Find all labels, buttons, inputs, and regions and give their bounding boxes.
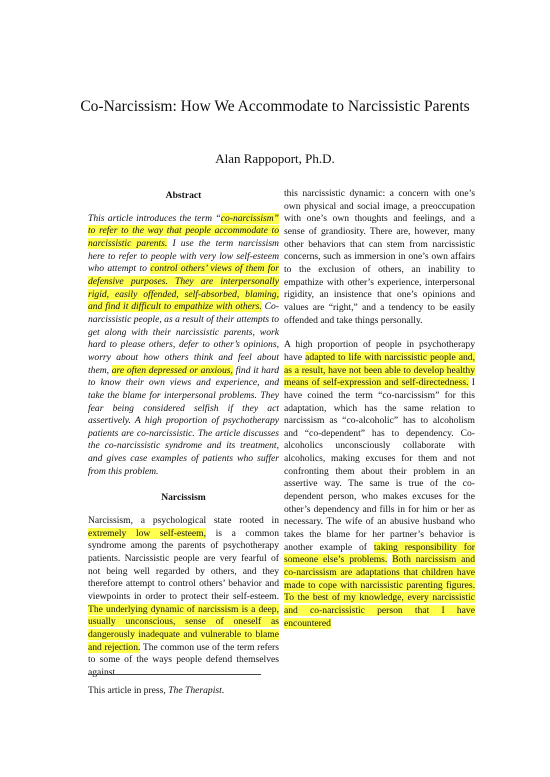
highlight: The underlying dynamic of narcissism is a deep, usually unconscious, sense of oneself as dangerously inadequate and vulnerable to blame and rejection. — [88, 603, 279, 653]
highlight: adapted to life with narcissistic people and, as a result, have not been able to develop healthy means of self-expression and self-directedness. — [284, 351, 475, 389]
conarcissism-paragraph — [284, 339, 475, 630]
author-name: Alan Rappoport, Ph.D. — [215, 151, 335, 166]
footnote-text: . — [221, 685, 225, 696]
highlight: To the best of my knowledge, every narcissistic and co-narcissistic person that I have encountered — [284, 592, 475, 629]
body-text-run: this narcissistic dynamic: a concern with one’s own physical and social image, a preoccupation with one’s own thoughts and feelings, and a sense of grandiosity. There are, however, many other behaviors that can stem from narcissistic concerns, such as immersion in one’s own affairs to the exclusion of others, an inability to empathize with other’s experience, interpersonal rigidity, an insistence that one’s opinions and values are “right,” and a tendency to be easily offended and take things personally. — [284, 188, 475, 326]
highlight: taking responsibility for someone else’s problems. — [284, 541, 475, 566]
narcissism-paragraph — [284, 188, 475, 327]
body-text-run: Narcissism, a psychological state rooted in — [88, 515, 279, 527]
abstract-text-run: find it hard to know their own views and experience, and take the blame for interpersonal problems. They fear being considered selfish if they act assertively. A high proportion of psychotherapy patients are co-narcissistic. The article discusses the co-narcissistic syndrome and its treatment, and gives case examples of patients who suffer from this problem. — [88, 364, 279, 477]
narcissism-paragraph — [88, 515, 279, 680]
journal-name: The Therapist — [168, 685, 222, 696]
abstract-text-run: I use the term narcissism here to refer to people with very low self-esteem who attempt to — [88, 237, 279, 275]
right-column — [284, 188, 475, 630]
highlight: Both narcissism and co-narcissism are adaptations that children have made to cope with narcissistic parenting figures. — [284, 554, 475, 591]
footnote-text: This article in press, — [88, 685, 169, 696]
highlight: extremely low self-esteem, — [88, 527, 206, 539]
abstract-text-run: Co-narcissistic people, as a result of their attempts to get along with their narcissistic parents, work hard to please others, defer to other’s opinions, worry about how others think and feel about them, — [88, 301, 279, 376]
paper-title: Co-Narcissism: How We Accommodate to Narcissistic Parents — [80, 98, 470, 115]
body-text-run: A high proportion of people in psychotherapy have — [284, 339, 475, 363]
highlight: co-narcissism” to refer to the way that people accommodate to narcissistic parents. — [88, 212, 279, 249]
highlight: control others’ views of them for defensive purposes. They are interpersonally rigid, easily offended, self-absorbed, blaming, and find it difficult to empathize with others. — [88, 263, 279, 313]
highlight: are often depressed or anxious, — [111, 364, 233, 376]
left-column — [88, 188, 279, 680]
footnote — [88, 685, 224, 696]
body-text-run: The common use of the term refers to some of the ways people defend themselves against — [88, 641, 279, 678]
body-text-run: I have coined the term “co-narcissism” for this adaptation, which has the same relation to narcissism as “co-alcoholic” has to alcoholism and “co-dependent” has to dependency. Co-alcoholics unconsciously collaborate with alcoholics, making excuses for them and not confronting them about their problem in an assertive way. The same is true of the co-dependent person, who makes excuses for the other’s dependency and fills in for him or her as necessary. The wife of an abusive husband who takes the blame for her partner’s behavior is another example of — [284, 377, 475, 553]
body-text-run: is a common syndrome among the parents of psychotherapy patients. Narcissistic people are very fearful of not being well regarded by others, and they therefore attempt to control others’ behavior and viewpoints in order to protect their self-esteem. — [88, 527, 279, 603]
section-heading: Narcissism — [161, 492, 206, 504]
abstract-heading: Abstract — [165, 190, 202, 201]
footnote-rule — [88, 674, 261, 675]
abstract-text-run: This article introduces the term “ — [88, 212, 221, 224]
abstract-text — [88, 213, 279, 479]
